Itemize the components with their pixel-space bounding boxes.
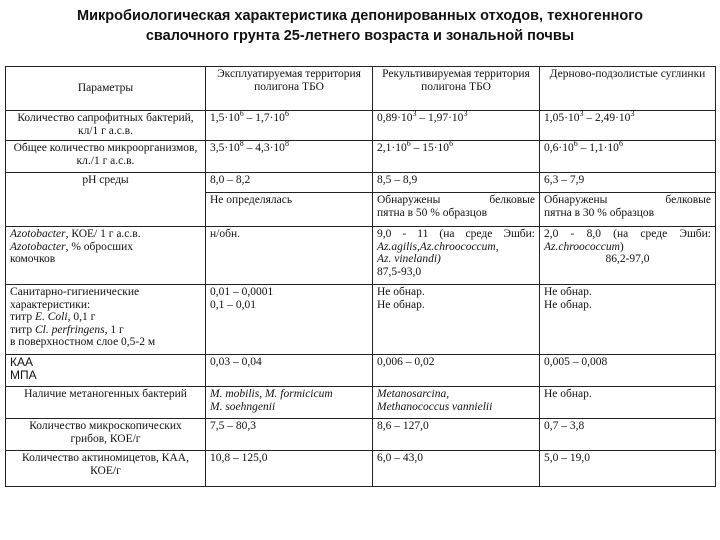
row-label: Наличие метаногенных бактерий bbox=[6, 387, 206, 419]
cell-value: 0,01 – 0,0001 0,1 – 0,01 bbox=[206, 285, 373, 355]
row-label: КАА МПА bbox=[6, 355, 206, 387]
title-line-2: свалочного грунта 25-летнего возраста и зональной почвы bbox=[145, 28, 575, 44]
row-label: Azotobacter, КОЕ/ 1 г а.с.в. Azotobacter, % обросших комочков bbox=[6, 227, 206, 285]
cell-value: $0,6\cdot 10^6 - 1,1\cdot 10^6$ bbox=[540, 141, 716, 173]
header-row bbox=[6, 67, 716, 111]
table-row-ph bbox=[6, 173, 716, 193]
header-col-1: Эксплуатируемая территория полигона ТБО bbox=[206, 67, 373, 111]
cell-value: 6,3 – 7,9 bbox=[540, 173, 716, 193]
cell-value: 8,0 – 8,2 bbox=[206, 173, 373, 193]
cell-value: 7,5 – 80,3 bbox=[206, 419, 373, 451]
data-table bbox=[5, 66, 716, 487]
cell-value: Не обнар. Не обнар. bbox=[540, 285, 716, 355]
table-row-actinomycetes bbox=[6, 451, 716, 487]
cell-value: 6,0 – 43,0 bbox=[373, 451, 540, 487]
cell-value: $1,05\cdot 10^3 - 2,49\cdot 10^3$ bbox=[540, 111, 716, 141]
table-row-methanogen bbox=[6, 387, 716, 419]
row-label: pH среды bbox=[6, 173, 206, 227]
cell-value: 9,0 - 11 (на среде Эшби: Az.agilis,Az.chroococcum, Az. vinelandi) 87,5-93,0 bbox=[373, 227, 540, 285]
page-title bbox=[0, 6, 720, 46]
table-row-sanitary bbox=[6, 285, 716, 355]
cell-value: 2,0 - 8,0 (на среде Эшби: Az.chroococcum) 86,2-97,0 bbox=[540, 227, 716, 285]
cell-value: 0,03 – 0,04 bbox=[206, 355, 373, 387]
cell-value: Metanosarcina, Methanococcus vannielii bbox=[373, 387, 540, 419]
cell-value: Не обнар. Не обнар. bbox=[373, 285, 540, 355]
row-label: Общее количество микроорганизмов, кл./1 г а.с.в. bbox=[6, 141, 206, 173]
header-col-3: Дерново-подзолистые суглинки bbox=[540, 67, 716, 111]
cell-value: 0,006 – 0,02 bbox=[373, 355, 540, 387]
cell-value: Не определялась bbox=[206, 193, 373, 227]
row-label: Количество актиномицетов, КАА, КОЕ/г bbox=[6, 451, 206, 487]
header-params: Параметры bbox=[6, 67, 206, 111]
cell-value: 10,8 – 125,0 bbox=[206, 451, 373, 487]
row-label: Количество микроскопических грибов, КОЕ/г bbox=[6, 419, 206, 451]
cell-value: 0,7 – 3,8 bbox=[540, 419, 716, 451]
cell-value: $3,5\cdot 10^8 - 4,3\cdot 10^8$ bbox=[206, 141, 373, 173]
cell-value: $2,1\cdot 10^6 - 15\cdot 10^6$ bbox=[373, 141, 540, 173]
cell-value: Не обнар. bbox=[540, 387, 716, 419]
cell-value: Обнаружены белковые пятна в 30 % образцов bbox=[540, 193, 716, 227]
cell-value: 8,5 – 8,9 bbox=[373, 173, 540, 193]
table-row-saprophytes bbox=[6, 111, 716, 141]
header-col-2: Рекультивируемая территория полигона ТБО bbox=[373, 67, 540, 111]
table-row-total bbox=[6, 141, 716, 173]
cell-value: 0,005 – 0,008 bbox=[540, 355, 716, 387]
cell-value: 8,6 – 127,0 bbox=[373, 419, 540, 451]
cell-value: н/обн. bbox=[206, 227, 373, 285]
cell-value: $1,5\cdot 10^6 - 1,7\cdot 10^6$ bbox=[206, 111, 373, 141]
row-label: Количество сапрофитных бактерий, кл/1 г а.с.в. bbox=[6, 111, 206, 141]
title-line-1: Микробиологическая характеристика депонированных отходов, техногенного bbox=[77, 8, 643, 24]
table-row-kaa bbox=[6, 355, 716, 387]
cell-value: 5,0 – 19,0 bbox=[540, 451, 716, 487]
table-row-azotobacter bbox=[6, 227, 716, 285]
table-row-fungi bbox=[6, 419, 716, 451]
cell-value: Обнаружены белковые пятна в 50 % образцов bbox=[373, 193, 540, 227]
cell-value: M. mobilis, M. formicicum M. soehngenii bbox=[206, 387, 373, 419]
row-label: Санитарно-гигиенические характеристики: титр E. Coli, 0,1 г титр Cl. perfringens, 1 г в поверхностном слое 0,5-2 м bbox=[6, 285, 206, 355]
cell-value: $0,89\cdot 10^3 - 1,97\cdot 10^3$ bbox=[373, 111, 540, 141]
